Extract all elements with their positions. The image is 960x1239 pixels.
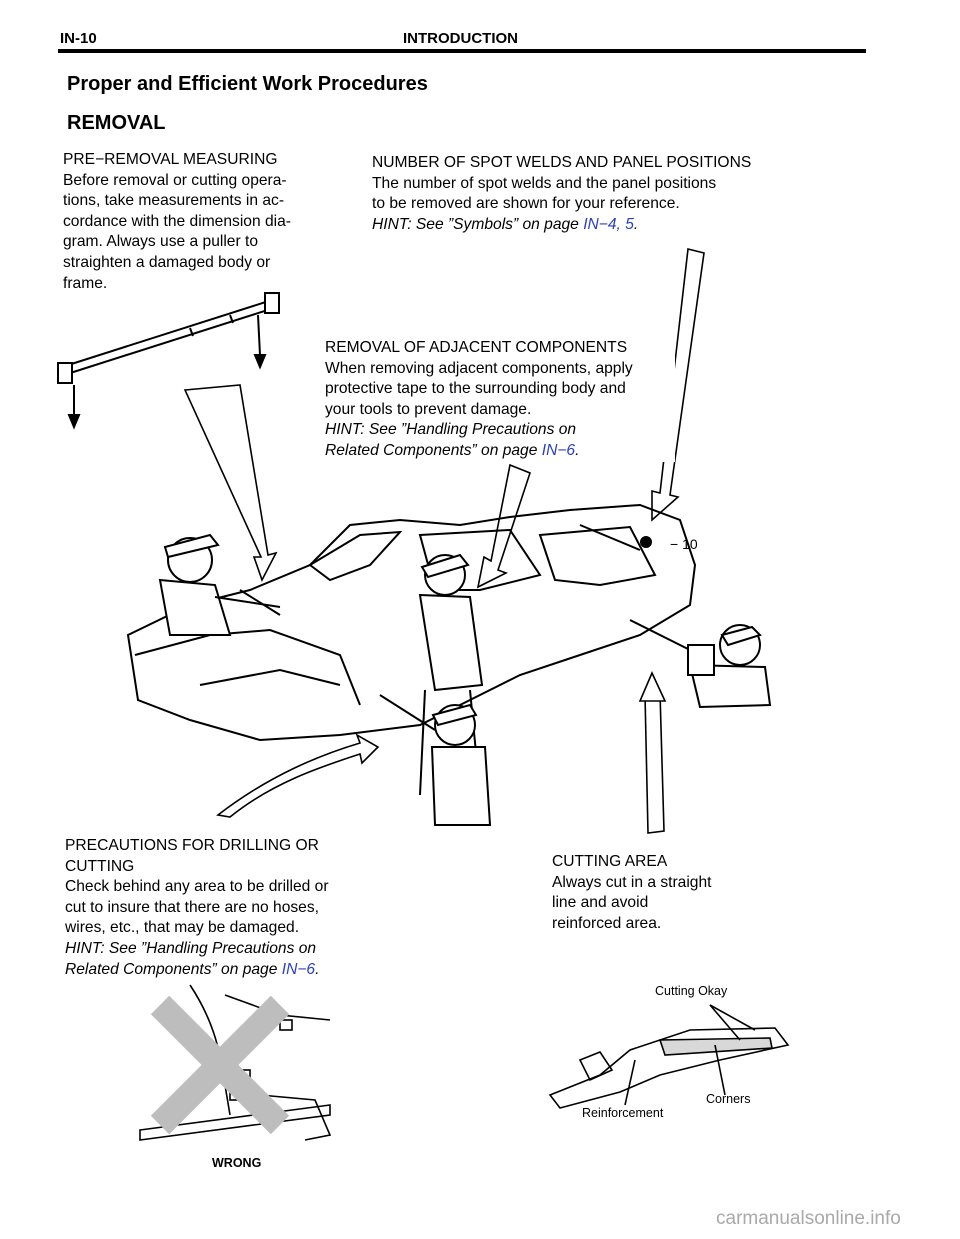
page-code: IN-10	[60, 30, 97, 47]
arrow-icon	[185, 249, 704, 833]
page-link-in-6[interactable]: IN−6	[281, 960, 316, 978]
hint-end: .	[575, 441, 580, 459]
label-corners: Corners	[706, 1092, 751, 1106]
cutting-area-figure	[540, 1000, 790, 1115]
hint-text: HINT: See ”Symbols” on page	[372, 215, 584, 233]
cutting-area-block	[552, 852, 772, 934]
drilling-hint	[65, 939, 375, 980]
watermark: carmanualsonline.info	[716, 1208, 901, 1229]
drilling-text: Check behind any area to be drilled or cut to insure that there are no hoses, wires, etc., that may be damaged.	[65, 878, 329, 937]
section-subtitle: REMOVAL	[67, 112, 166, 134]
label-reinforcement: Reinforcement	[582, 1106, 664, 1120]
adjacent-components-block	[325, 338, 675, 462]
wrong-drilling-figure	[130, 975, 340, 1155]
spot-welds-hint	[372, 215, 832, 236]
page-link-in-6[interactable]: IN−6	[541, 441, 576, 459]
cutting-text: Always cut in a straight line and avoid reinforced area.	[552, 873, 712, 932]
label-cutting-okay: Cutting Okay	[655, 984, 728, 998]
adjacent-text: When removing adjacent components, apply protective tape to the surrounding body and your tools to prevent damage.	[325, 359, 633, 418]
tram-gauge-icon	[58, 293, 279, 427]
cutting-title: CUTTING AREA	[552, 853, 668, 870]
adjacent-title: REMOVAL OF ADJACENT COMPONENTS	[325, 339, 628, 356]
page-title: Proper and Efficient Work Procedures	[67, 73, 428, 95]
technician-icon	[380, 695, 490, 825]
spot-welds-block	[372, 153, 832, 235]
hint-text: HINT: See ”Handling Precautions on Related Components” on page	[325, 421, 577, 459]
weld-symbol-label: − 10	[670, 536, 698, 552]
wrong-caption: WRONG	[212, 1156, 262, 1170]
adjacent-hint	[325, 420, 675, 461]
pre-removal-text: Before removal or cutting opera- tions, take measurements in ac- cordance with the dimension dia- gram. Always use a puller to straighten a damaged body or frame.	[63, 171, 291, 292]
pre-removal-title: PRE−REMOVAL MEASURING	[63, 151, 278, 168]
spot-welds-title: NUMBER OF SPOT WELDS AND PANEL POSITIONS	[372, 154, 752, 171]
section-title: INTRODUCTION	[403, 30, 518, 47]
drilling-block	[65, 836, 375, 980]
wrong-cross-icon	[160, 1005, 280, 1125]
page-link-in-4[interactable]: IN−4,	[583, 215, 626, 233]
hint-end: .	[633, 215, 639, 233]
drilling-title: PRECAUTIONS FOR DRILLING OR CUTTING	[65, 837, 319, 875]
spot-welds-text: The number of spot welds and the panel positions to be removed are shown for your reference.	[372, 174, 717, 213]
body-repair-illustration	[40, 235, 780, 835]
header-rule	[58, 49, 866, 53]
hint-text: HINT: See ”Handling Precautions on Related Components” on page	[65, 939, 317, 978]
hint-end: .	[315, 960, 320, 978]
page-link-5[interactable]: 5	[625, 215, 634, 233]
